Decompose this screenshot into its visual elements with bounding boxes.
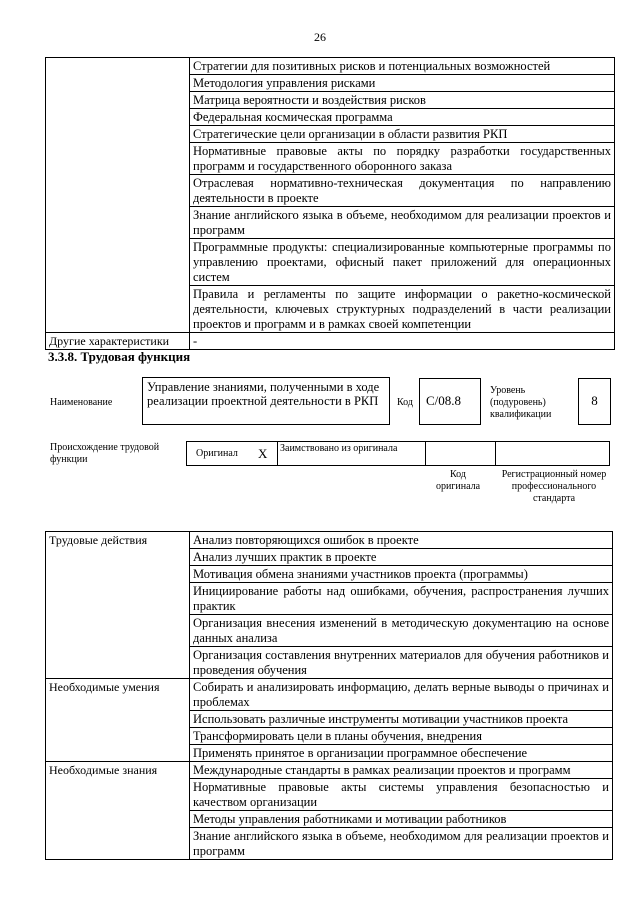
table-cell: Правила и регламенты по защите информации о ракетно-космической деятельности, ключевых структурных подразделений в части реализации проектов и программ и в рамках своей компетенции	[190, 286, 615, 333]
table-cell: Знание английского языка в объеме, необходимом для реализации проектов и программ	[190, 828, 613, 860]
table-cell: Международные стандарты в рамках реализации проектов и программ	[190, 762, 613, 779]
table-cell: Методы управления работниками и мотивации работников	[190, 811, 613, 828]
table-cell: Стратегические цели организации в области развития РКП	[190, 126, 615, 143]
table-cell: Матрица вероятности и воздействия рисков	[190, 92, 615, 109]
table-cell: Анализ повторяющихся ошибок в проекте	[190, 532, 613, 549]
table-row	[46, 58, 615, 75]
table-cell: Федеральная космическая программа	[190, 109, 615, 126]
empty-label-cell	[46, 58, 190, 333]
page-number: 26	[314, 30, 326, 44]
code-caption: Код оригинала	[435, 469, 481, 492]
table-cell: Использовать различные инструменты мотивации участников проекта	[190, 711, 613, 728]
table-cell: Организация составления внутренних материалов для обучения работников и проведения обучения	[190, 647, 613, 679]
table-row	[46, 333, 615, 350]
table-cell: Организация внесения изменений в методическую документацию на основе данных анализа	[190, 615, 613, 647]
table-cell: Программные продукты: специализированные компьютерные программы по управлению проектами, офисный пакет приложений для операционных систем	[190, 239, 615, 286]
level-box	[578, 378, 611, 425]
original-mark: X	[258, 446, 268, 461]
code-value: C/08.8	[426, 393, 462, 408]
table-cell: Отраслевая нормативно-техническая документация по направлению деятельности в проекте	[190, 175, 615, 207]
name-value: Управление знаниями, полученными в ходе реализации проектной деятельности в РКП	[147, 380, 380, 408]
table-cell: Мотивация обмена знаниями участников проекта (программы)	[190, 566, 613, 583]
table-cell: Трансформировать цели в планы обучения, внедрения	[190, 728, 613, 745]
origin-label: Происхождение трудовой функции	[50, 442, 160, 465]
table-cell: Анализ лучших практик в проекте	[190, 549, 613, 566]
table-cell: Нормативные правовые акты системы управления безопасностью и качеством организации	[190, 779, 613, 811]
table-row	[46, 679, 613, 711]
table-row	[46, 532, 613, 549]
table-cell: Собирать и анализировать информацию, делать верные выводы о причинах и проблемах	[190, 679, 613, 711]
top-table	[45, 57, 615, 350]
level-value: 8	[591, 393, 598, 408]
main-table	[45, 531, 613, 860]
name-box	[142, 377, 390, 425]
labor-actions-label: Трудовые действия	[46, 532, 190, 679]
table-cell: Инициирование работы над ошибками, обучения, распространения лучших практик	[190, 583, 613, 615]
table-cell: Нормативные правовые акты по порядку разработки государственных программ и государственного оборонного заказа	[190, 143, 615, 175]
table-row	[46, 762, 613, 779]
level-label: Уровень (подуровень) квалификации	[490, 385, 552, 420]
required-knowledge-label: Необходимые знания	[46, 762, 190, 860]
table-cell: Применять принятое в организации программное обеспечение	[190, 745, 613, 762]
section-title: 3.3.8. Трудовая функция	[48, 349, 191, 364]
original-label: Оригинал	[196, 448, 238, 459]
code-box	[419, 378, 481, 425]
other-characteristics-value: -	[190, 333, 615, 350]
table-cell: Методология управления рисками	[190, 75, 615, 92]
table-cell: Стратегии для позитивных рисков и потенциальных возможностей	[190, 58, 615, 75]
code-label: Код	[397, 397, 413, 408]
table-cell: Знание английского языка в объеме, необходимом для реализации проектов и программ	[190, 207, 615, 239]
name-label: Наименование	[50, 397, 113, 408]
borrowed-label: Заимствовано из оригинала	[280, 443, 398, 454]
reg-caption: Регистрационный номер профессионального стандарта	[501, 469, 607, 504]
other-characteristics-label: Другие характеристики	[46, 333, 190, 350]
required-skills-label: Необходимые умения	[46, 679, 190, 762]
